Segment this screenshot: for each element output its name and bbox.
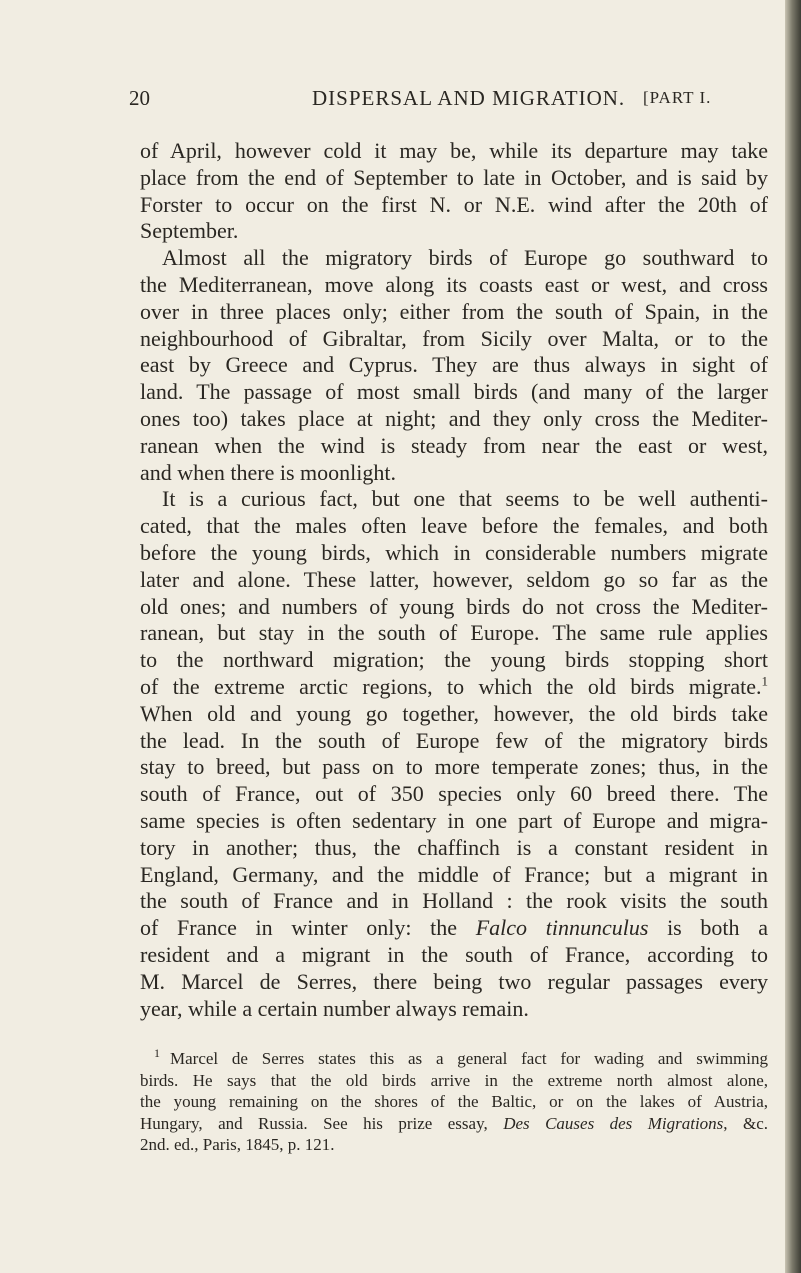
text-line: before the young birds, which in considerable numbers migrate — [140, 539, 768, 565]
footnote-line: 2nd. ed., Paris, 1845, p. 121. — [140, 1135, 335, 1155]
text-line: of April, however cold it may be, while its departure may take — [140, 138, 768, 163]
footnote-text: Hungary, and Russia. See his prize essay, — [140, 1113, 504, 1133]
text-line: ranean when the wind is steady from near the east or west, — [140, 432, 768, 458]
text-line: east by Greece and Cyprus. They are thus always in sight of — [140, 352, 768, 378]
running-title: DISPERSAL AND MIGRATION. — [312, 86, 626, 110]
text-line: It is a curious fact, but one that seems to be well authenti- — [162, 486, 768, 512]
page-number: 20 — [129, 86, 150, 110]
species-name: Falco tinnunculus — [475, 915, 649, 941]
text-line: tory in another; thus, the chaffinch is a constant resident in — [140, 834, 768, 860]
footnote-text: Marcel de Serres states this as a general fact for wading and swimming — [170, 1049, 768, 1068]
text-line: Forster to occur on the first N. or N.E. wind after the 20th of — [140, 191, 768, 217]
footnote-text: , &c. — [723, 1113, 769, 1133]
text-line: the south of France and in Holland : the rook visits the south — [140, 888, 768, 914]
text-line: to the northward migration; the young birds stopping short — [140, 647, 768, 673]
footnote-line: birds. He says that the old birds arrive in the extreme north almost alone, — [140, 1070, 768, 1090]
text-line-part: of France in winter only: the — [140, 915, 476, 941]
text-line-content: of the extreme arctic regions, to which the old birds migrate. — [140, 673, 762, 699]
text-line: England, Germany, and the middle of France; but a migrant in — [140, 861, 768, 887]
text-line: stay to breed, but pass on to more temperate zones; thus, in the — [140, 754, 768, 780]
text-line: M. Marcel de Serres, there being two regular passages every — [140, 968, 768, 994]
footnote-reference: 1 — [761, 673, 768, 689]
text-line: When old and young go together, however, the old birds take — [140, 700, 768, 726]
text-line: later and alone. These latter, however, seldom go so far as the — [140, 566, 768, 592]
text-line: resident and a migrant in the south of France, according to — [140, 941, 768, 967]
text-line: Almost all the migratory birds of Europe go southward to — [162, 245, 768, 271]
text-line — [140, 674, 768, 701]
text-line: same species is often sedentary in one part of Europe and migra- — [140, 807, 768, 833]
footnote-line: the young remaining on the shores of the Baltic, or on the lakes of Austria, — [140, 1092, 768, 1112]
text-line: over in three places only; either from the south of Spain, in the — [140, 298, 768, 324]
text-line: and when there is moonlight. — [140, 459, 397, 485]
text-line: south of France, out of 350 species only 60 breed there. The — [140, 781, 768, 807]
footnote-line — [140, 1048, 768, 1070]
part-label: [PART I. — [643, 88, 712, 107]
body-text — [140, 138, 768, 1022]
text-line: ranean, but stay in the south of Europe. The same rule applies — [140, 620, 768, 646]
footnote-line — [140, 1113, 768, 1135]
text-line — [140, 915, 768, 942]
text-line: September. — [140, 218, 239, 244]
text-line: the Mediterranean, move along its coasts east or west, and cross — [140, 271, 768, 297]
text-line: neighbourhood of Gibraltar, from Sicily over Malta, or to the — [140, 325, 768, 351]
text-line: the lead. In the south of Europe few of the migratory birds — [140, 727, 768, 753]
footnote — [140, 1048, 768, 1156]
work-title: Des Causes des Migrations — [503, 1113, 724, 1133]
page-edge-shadow — [785, 0, 801, 1273]
running-header — [0, 86, 801, 116]
text-line: old ones; and numbers of young birds do not cross the Mediter- — [140, 593, 768, 619]
text-line-part: is both a — [648, 915, 768, 941]
text-line: cated, that the males often leave before the females, and both — [140, 513, 768, 539]
text-line: land. The passage of most small birds (and many of the larger — [140, 379, 768, 405]
footnote-marker: 1 — [154, 1046, 160, 1061]
text-line: year, while a certain number always remain. — [140, 995, 529, 1021]
text-line: place from the end of September to late in October, and is said by — [140, 164, 768, 190]
text-line: ones too) takes place at night; and they only cross the Mediter- — [140, 405, 768, 431]
